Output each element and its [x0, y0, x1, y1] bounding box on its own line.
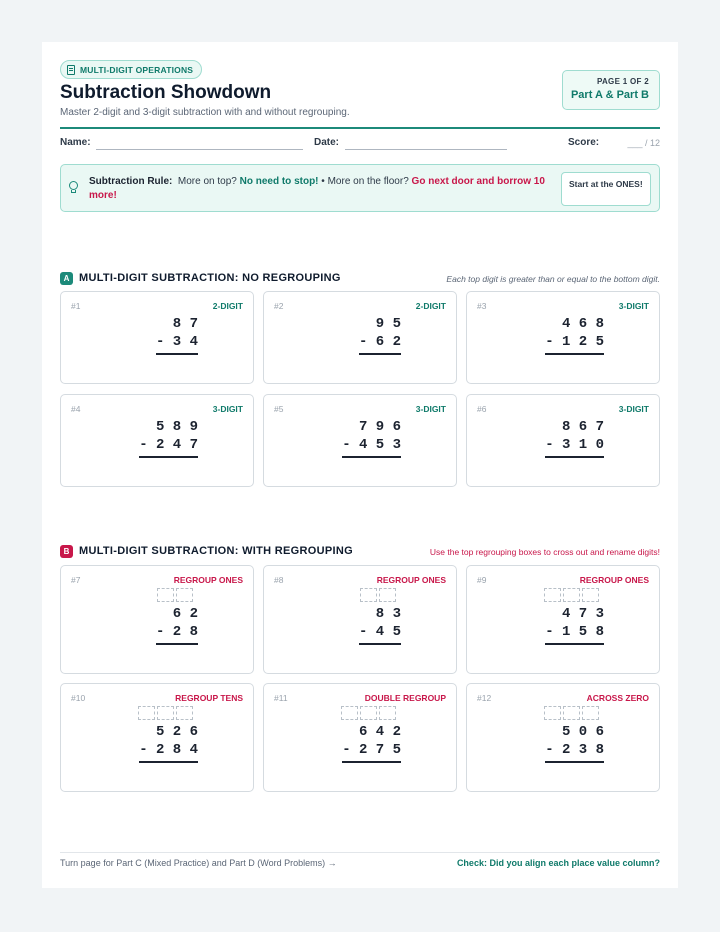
footer-divider — [60, 852, 660, 853]
lightbulb-icon — [69, 181, 78, 193]
answer-line — [139, 456, 198, 458]
subtrahend: - 1 2 5 — [545, 334, 604, 350]
section-b-title: MULTI-DIGIT SUBTRACTION: WITH REGROUPING — [79, 545, 353, 557]
regroup-box[interactable] — [379, 588, 396, 602]
section-a-title: MULTI-DIGIT SUBTRACTION: NO REGROUPING — [79, 272, 341, 284]
problem-number: #5 — [274, 404, 284, 414]
subtraction-problem — [342, 418, 401, 458]
regroup-box[interactable] — [360, 706, 377, 720]
subtrahend: - 2 8 4 — [139, 742, 198, 758]
section-b-badge: B — [60, 545, 73, 558]
subtrahend: - 2 8 — [155, 624, 198, 640]
problem-tag: 3-DIGIT — [618, 301, 649, 311]
worksheet-page — [42, 42, 678, 888]
header-divider — [60, 127, 660, 129]
problem-card — [263, 565, 457, 674]
regroup-box[interactable] — [176, 706, 193, 720]
section-a-badge: A — [60, 272, 73, 285]
topic-chip — [60, 60, 202, 79]
subtraction-rule-callout — [60, 164, 660, 212]
footer-next-page: Turn page for Part C (Mixed Practice) and Part D (Word Problems) → — [60, 858, 337, 868]
problem-card — [263, 683, 457, 792]
regroup-boxes — [360, 588, 396, 602]
answer-line — [156, 353, 198, 355]
problem-number: #8 — [274, 575, 284, 585]
regroup-box[interactable] — [544, 588, 561, 602]
answer-line — [139, 761, 198, 763]
problem-tag: 3-DIGIT — [415, 404, 446, 414]
problem-card — [263, 394, 457, 487]
start-hint: Start at the ONES! — [561, 172, 651, 206]
subtraction-problem — [359, 605, 401, 645]
problem-card — [466, 291, 660, 384]
answer-line — [545, 761, 604, 763]
date-label: Date: — [314, 137, 340, 148]
regroup-box[interactable] — [563, 588, 580, 602]
name-label: Name: — [60, 137, 91, 148]
rule-question-1: More on top? — [177, 176, 237, 187]
minuend: 6 4 2 — [358, 724, 401, 740]
answer-line — [342, 761, 401, 763]
subtrahend: - 4 5 — [358, 624, 401, 640]
problem-tag: REGROUP ONES — [173, 575, 243, 585]
answer-line — [545, 456, 604, 458]
minuend: 9 5 — [375, 316, 401, 332]
page-badge — [562, 70, 660, 110]
regroup-box[interactable] — [544, 706, 561, 720]
score-label: Score: — [568, 137, 600, 148]
problem-tag: DOUBLE REGROUP — [364, 693, 446, 703]
problem-tag: 3-DIGIT — [618, 404, 649, 414]
minuend: 7 9 6 — [358, 419, 401, 435]
regroup-box[interactable] — [582, 706, 599, 720]
subtraction-problem — [545, 418, 604, 458]
problem-number: #7 — [71, 575, 81, 585]
problem-number: #3 — [477, 301, 487, 311]
problem-card — [263, 291, 457, 384]
problem-tag: 2-DIGIT — [212, 301, 243, 311]
minuend: 8 6 7 — [561, 419, 604, 435]
regroup-box[interactable] — [582, 588, 599, 602]
subtrahend: - 4 5 3 — [342, 437, 401, 453]
regroup-boxes — [138, 706, 193, 720]
name-field[interactable] — [96, 149, 303, 150]
answer-line — [359, 353, 401, 355]
section-a-header — [60, 271, 660, 287]
subtraction-problem — [156, 605, 198, 645]
regroup-box[interactable] — [157, 706, 174, 720]
problem-number: #10 — [71, 693, 86, 703]
subtrahend: - 3 4 — [155, 334, 198, 350]
page-title: Subtraction Showdown — [60, 82, 272, 103]
subtrahend: - 1 5 8 — [545, 624, 604, 640]
minuend: 8 7 — [172, 316, 198, 332]
page-subtitle: Master 2-digit and 3-digit subtraction with and without regrouping. — [60, 107, 350, 118]
minuend: 5 8 9 — [155, 419, 198, 435]
answer-line — [359, 643, 401, 645]
rule-question-2: More on the floor? — [327, 176, 409, 187]
problem-tag: REGROUP ONES — [579, 575, 649, 585]
topic-chip-label: MULTI-DIGIT OPERATIONS — [80, 64, 194, 75]
regroup-box[interactable] — [341, 706, 358, 720]
regroup-boxes — [157, 588, 193, 602]
problem-card — [60, 291, 254, 384]
subtraction-problem — [545, 723, 604, 763]
regroup-box[interactable] — [379, 706, 396, 720]
book-icon — [67, 65, 75, 75]
parts-label: Part A & Part B — [570, 89, 649, 101]
subtraction-problem — [545, 315, 604, 355]
problem-number: #1 — [71, 301, 81, 311]
subtraction-problem — [342, 723, 401, 763]
problem-number: #6 — [477, 404, 487, 414]
regroup-box[interactable] — [563, 706, 580, 720]
subtrahend: - 2 3 8 — [545, 742, 604, 758]
problem-number: #9 — [477, 575, 487, 585]
problem-card — [466, 683, 660, 792]
date-field[interactable] — [345, 149, 507, 150]
problem-card — [466, 394, 660, 487]
minuend: 4 6 8 — [561, 316, 604, 332]
problem-number: #12 — [477, 693, 492, 703]
minuend: 4 7 3 — [561, 606, 604, 622]
regroup-box[interactable] — [176, 588, 193, 602]
problem-tag: 3-DIGIT — [212, 404, 243, 414]
regroup-box[interactable] — [360, 588, 377, 602]
subtraction-problem — [359, 315, 401, 355]
student-info-row — [60, 137, 660, 151]
minuend: 5 0 6 — [561, 724, 604, 740]
rule-answer-2: Go next door and borrow 10 more! — [89, 176, 545, 201]
answer-line — [342, 456, 401, 458]
subtrahend: - 2 7 5 — [342, 742, 401, 758]
rule-text — [89, 175, 551, 203]
regroup-box[interactable] — [138, 706, 155, 720]
minuend: 5 2 6 — [155, 724, 198, 740]
subtrahend: - 6 2 — [358, 334, 401, 350]
subtraction-problem — [545, 605, 604, 645]
rule-answer-1: No need to stop! — [239, 176, 319, 187]
minuend: 8 3 — [375, 606, 401, 622]
subtraction-problem — [139, 723, 198, 763]
problem-number: #11 — [274, 693, 288, 703]
section-a-note: Each top digit is greater than or equal to the bottom digit. — [446, 274, 660, 284]
score-field[interactable]: ___ / 12 — [627, 138, 660, 148]
problem-tag: 2-DIGIT — [415, 301, 446, 311]
subtraction-problem — [139, 418, 198, 458]
regroup-boxes — [341, 706, 396, 720]
problem-tag: REGROUP TENS — [175, 693, 243, 703]
rule-separator: • — [321, 176, 325, 187]
answer-line — [156, 643, 198, 645]
section-b-note: Use the top regrouping boxes to cross out and rename digits! — [429, 547, 660, 557]
minuend: 6 2 — [172, 606, 198, 622]
subtrahend: - 2 4 7 — [139, 437, 198, 453]
regroup-boxes — [544, 706, 599, 720]
answer-line — [545, 353, 604, 355]
page-number: PAGE 1 OF 2 — [596, 77, 649, 86]
problem-card — [60, 394, 254, 487]
rule-label: Subtraction Rule: — [89, 176, 173, 187]
problem-tag: REGROUP ONES — [376, 575, 446, 585]
problem-number: #4 — [71, 404, 81, 414]
problem-card — [60, 565, 254, 674]
regroup-box[interactable] — [157, 588, 174, 602]
problem-tag: ACROSS ZERO — [586, 693, 649, 703]
subtrahend: - 3 1 0 — [545, 437, 604, 453]
problem-card — [466, 565, 660, 674]
answer-line — [545, 643, 604, 645]
regroup-boxes — [544, 588, 599, 602]
problem-number: #2 — [274, 301, 284, 311]
subtraction-problem — [156, 315, 198, 355]
footer-check: Check: Did you align each place value column? — [456, 858, 660, 868]
problem-card — [60, 683, 254, 792]
section-b-header — [60, 544, 660, 560]
